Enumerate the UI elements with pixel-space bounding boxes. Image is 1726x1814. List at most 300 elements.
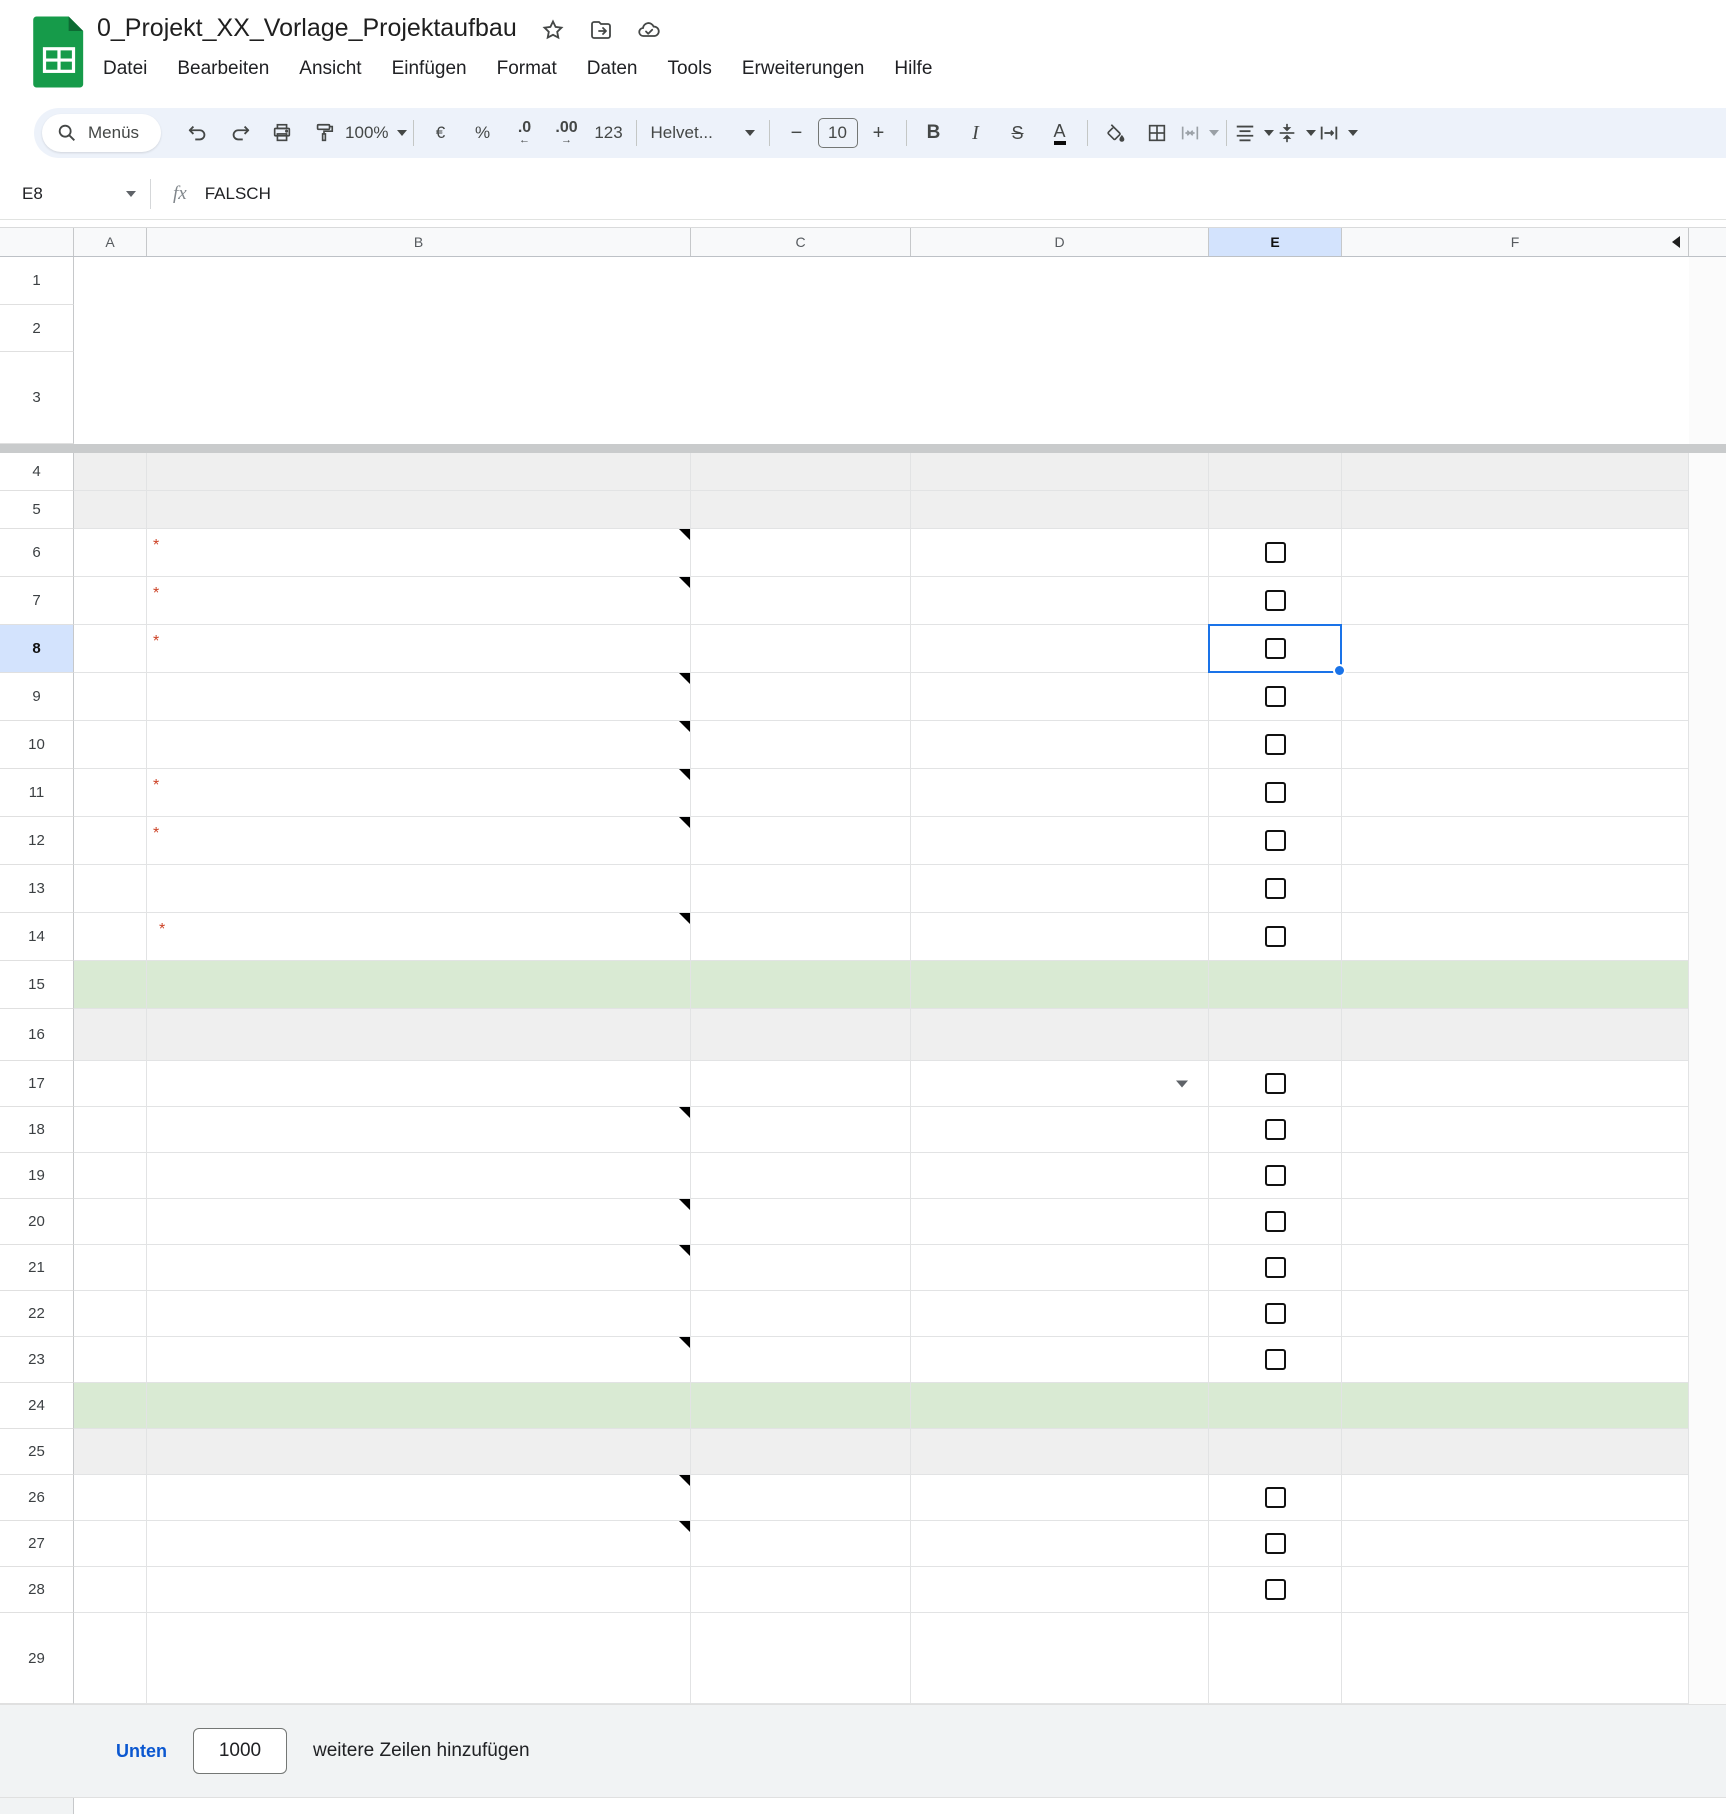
row-header-1[interactable]: 1 (0, 257, 74, 305)
row-27 (0, 1521, 1726, 1567)
cell-F13[interactable] (1342, 865, 1689, 913)
cell-E29[interactable] (1209, 1613, 1342, 1704)
cell-B15[interactable] (147, 961, 691, 1009)
row-header-9[interactable]: 9 (0, 673, 74, 721)
cell-F12[interactable] (1342, 817, 1689, 865)
row-header-17[interactable]: 17 (0, 1061, 74, 1107)
cell-D4[interactable] (911, 453, 1209, 491)
cell-E20[interactable] (1209, 1199, 1342, 1245)
row-header-21[interactable]: 21 (0, 1245, 74, 1291)
increase-font-size-button[interactable]: + (872, 121, 885, 144)
cell-B18[interactable] (147, 1107, 691, 1153)
cell-F25[interactable] (1342, 1429, 1689, 1475)
column-header-E[interactable]: E (1209, 228, 1342, 256)
cell-D25[interactable] (911, 1429, 1209, 1475)
font-selector[interactable]: Helvet... (643, 114, 763, 152)
cell-D12[interactable] (911, 817, 1209, 865)
grid-filler (1689, 257, 1726, 305)
required-star: * (153, 632, 160, 650)
cell-B17[interactable] (147, 1061, 691, 1107)
row-header-24[interactable]: 24 (0, 1383, 74, 1429)
checkbox-E8[interactable] (1265, 638, 1286, 659)
menu-datei[interactable]: Datei (103, 58, 148, 79)
checkbox-E23[interactable] (1265, 1349, 1286, 1370)
row-header-25[interactable]: 25 (0, 1429, 74, 1475)
select-all-corner[interactable] (0, 228, 74, 256)
cell-B28[interactable] (147, 1567, 691, 1613)
menu-hilfe[interactable]: Hilfe (894, 58, 933, 79)
cell-F7[interactable] (1342, 577, 1689, 625)
cell-D27[interactable] (911, 1521, 1209, 1567)
cell-F1[interactable] (1342, 257, 1689, 305)
cell-C7[interactable] (691, 577, 911, 625)
cell-A17[interactable] (74, 1061, 147, 1107)
cell-A13[interactable] (74, 865, 147, 913)
cell-F14[interactable] (1342, 913, 1689, 961)
cell-B5[interactable] (147, 491, 691, 529)
row-header-19[interactable]: 19 (0, 1153, 74, 1199)
cell-B6[interactable] (147, 529, 691, 577)
cell-E12[interactable] (1209, 817, 1342, 865)
cell-F24[interactable] (1342, 1383, 1689, 1429)
row-header-18[interactable]: 18 (0, 1107, 74, 1153)
cell-F6[interactable] (1342, 529, 1689, 577)
cell-F4[interactable] (1342, 453, 1689, 491)
cell-C28[interactable] (691, 1567, 911, 1613)
cell-C11[interactable] (691, 769, 911, 817)
cell-B21[interactable] (147, 1245, 691, 1291)
row-13 (0, 865, 1726, 913)
fill-color-icon[interactable] (1094, 114, 1136, 152)
cell-D2[interactable] (911, 305, 1209, 352)
cell-F11[interactable] (1342, 769, 1689, 817)
cell-C18[interactable] (691, 1107, 911, 1153)
cell-D9[interactable] (911, 673, 1209, 721)
checkbox-E26[interactable] (1265, 1487, 1286, 1508)
row-header-22[interactable]: 22 (0, 1291, 74, 1337)
undo-button[interactable] (177, 114, 219, 152)
cell-C25[interactable] (691, 1429, 911, 1475)
cell-E18[interactable] (1209, 1107, 1342, 1153)
percent-format-button[interactable]: % (474, 123, 491, 142)
checkbox-E22[interactable] (1265, 1303, 1286, 1324)
bottom-strip (0, 1797, 1726, 1814)
required-star: * (153, 536, 160, 554)
cell-C19[interactable] (691, 1153, 911, 1199)
row-header-2[interactable]: 2 (0, 305, 74, 352)
cell-C12[interactable] (691, 817, 911, 865)
row-header-26[interactable]: 26 (0, 1475, 74, 1521)
menu-bearbeiten[interactable]: Bearbeiten (177, 58, 270, 79)
cell-E9[interactable] (1209, 673, 1342, 721)
borders-icon[interactable] (1136, 114, 1178, 152)
cell-B1[interactable] (147, 257, 691, 305)
row-header-11[interactable]: 11 (0, 769, 74, 817)
cell-A7[interactable] (74, 577, 147, 625)
cell-B10[interactable] (147, 721, 691, 769)
cell-D8[interactable] (911, 625, 1209, 673)
cell-D10[interactable] (911, 721, 1209, 769)
grid-filler (1689, 817, 1726, 865)
cell-D26[interactable] (911, 1475, 1209, 1521)
checkbox-E14[interactable] (1265, 926, 1286, 947)
decrease-decimal-button[interactable]: .0 ← (517, 119, 532, 146)
checkbox-E27[interactable] (1265, 1533, 1286, 1554)
row-header-3[interactable]: 3 (0, 352, 74, 444)
cell-C24[interactable] (691, 1383, 911, 1429)
cell-E11[interactable] (1209, 769, 1342, 817)
cloud-status-icon[interactable] (637, 17, 661, 41)
paint-format-icon[interactable] (303, 114, 345, 152)
cell-B13[interactable] (147, 865, 691, 913)
cell-F29[interactable] (1342, 1613, 1689, 1704)
cell-A11[interactable] (74, 769, 147, 817)
row-header-4[interactable]: 4 (0, 453, 74, 491)
checkbox-E11[interactable] (1265, 782, 1286, 803)
column-header-D[interactable]: D (911, 228, 1209, 256)
cell-D7[interactable] (911, 577, 1209, 625)
cell-E7[interactable] (1209, 577, 1342, 625)
row-6 (0, 529, 1726, 577)
cell-E14[interactable] (1209, 913, 1342, 961)
cell-B26[interactable] (147, 1475, 691, 1521)
cell-C20[interactable] (691, 1199, 911, 1245)
cell-F23[interactable] (1342, 1337, 1689, 1383)
menu-format[interactable]: Format (496, 58, 557, 79)
frozen-rows-divider[interactable] (0, 444, 1726, 453)
row-header-15[interactable]: 15 (0, 961, 74, 1009)
italic-button[interactable]: I (972, 121, 979, 144)
cell-A20[interactable] (74, 1199, 147, 1245)
row-header-29[interactable]: 29 (0, 1613, 74, 1704)
cell-A22[interactable] (74, 1291, 147, 1337)
horizontal-align-icon[interactable] (1233, 114, 1275, 152)
cell-C4[interactable] (691, 453, 911, 491)
cell-E10[interactable] (1209, 721, 1342, 769)
increase-decimal-button[interactable]: .00 → (555, 119, 578, 146)
row-7 (0, 577, 1726, 625)
note-triangle-icon (679, 1521, 690, 1532)
column-header-A[interactable]: A (74, 228, 147, 256)
cell-E15[interactable] (1209, 961, 1342, 1009)
menu-erweiterungen[interactable]: Erweiterungen (741, 58, 865, 79)
cell-B23[interactable] (147, 1337, 691, 1383)
cell-E4[interactable] (1209, 453, 1342, 491)
cell-D18[interactable] (911, 1107, 1209, 1153)
cell-B27[interactable] (147, 1521, 691, 1567)
cell-A16[interactable] (74, 1009, 147, 1061)
row-header-13[interactable]: 13 (0, 865, 74, 913)
cell-B4[interactable] (147, 453, 691, 491)
cell-B24[interactable] (147, 1383, 691, 1429)
row-header-10[interactable]: 10 (0, 721, 74, 769)
cell-E17[interactable] (1209, 1061, 1342, 1107)
cell-D23[interactable] (911, 1337, 1209, 1383)
cell-E16[interactable] (1209, 1009, 1342, 1061)
cell-C21[interactable] (691, 1245, 911, 1291)
required-star: * (153, 584, 160, 602)
cell-C15[interactable] (691, 961, 911, 1009)
row-header-8[interactable]: 8 (0, 625, 74, 673)
cell-C16[interactable] (691, 1009, 911, 1061)
search-icon (56, 122, 78, 144)
vertical-align-icon[interactable] (1275, 114, 1317, 152)
checkbox-E13[interactable] (1265, 878, 1286, 899)
grid-filler (1689, 1291, 1726, 1337)
checkbox-E7[interactable] (1265, 590, 1286, 611)
cell-D16[interactable] (911, 1009, 1209, 1061)
checkbox-E21[interactable] (1265, 1257, 1286, 1278)
cell-C6[interactable] (691, 529, 911, 577)
cell-F22[interactable] (1342, 1291, 1689, 1337)
number-format-button[interactable]: 123 (594, 123, 623, 142)
row-header-28[interactable]: 28 (0, 1567, 74, 1613)
cell-A25[interactable] (74, 1429, 147, 1475)
cell-B12[interactable] (147, 817, 691, 865)
document-title[interactable]: 0_Projekt_XX_Vorlage_Projektaufbau (97, 14, 517, 42)
cell-D6[interactable] (911, 529, 1209, 577)
cell-B8[interactable] (147, 625, 691, 673)
cell-D11[interactable] (911, 769, 1209, 817)
cell-C3[interactable] (691, 352, 911, 444)
cell-E2[interactable] (1209, 305, 1342, 352)
cell-C5[interactable] (691, 491, 911, 529)
cell-D13[interactable] (911, 865, 1209, 913)
cell-A24[interactable] (74, 1383, 147, 1429)
cell-E27[interactable] (1209, 1521, 1342, 1567)
row-header-12[interactable]: 12 (0, 817, 74, 865)
zoom-dropdown[interactable]: 100% (345, 114, 406, 152)
checkbox-E20[interactable] (1265, 1211, 1286, 1232)
grid-filler (1689, 1521, 1726, 1567)
cell-D1[interactable] (911, 257, 1209, 305)
cell-F8[interactable] (1342, 625, 1689, 673)
checkbox-E19[interactable] (1265, 1165, 1286, 1186)
cell-F19[interactable] (1342, 1153, 1689, 1199)
row-header-20[interactable]: 20 (0, 1199, 74, 1245)
cell-B14[interactable] (147, 913, 691, 961)
menu-tools[interactable]: Tools (667, 58, 712, 79)
decrease-font-size-button[interactable]: − (790, 121, 803, 144)
cell-D15[interactable] (911, 961, 1209, 1009)
cell-D19[interactable] (911, 1153, 1209, 1199)
cell-F18[interactable] (1342, 1107, 1689, 1153)
column-header-F[interactable]: F (1342, 228, 1689, 256)
cell-C27[interactable] (691, 1521, 911, 1567)
cell-A29[interactable] (74, 1613, 147, 1704)
add-rows-bottom-button[interactable]: Unten (116, 1740, 167, 1761)
cell-E23[interactable] (1209, 1337, 1342, 1383)
cell-E24[interactable] (1209, 1383, 1342, 1429)
cell-F9[interactable] (1342, 673, 1689, 721)
cell-F10[interactable] (1342, 721, 1689, 769)
cell-D24[interactable] (911, 1383, 1209, 1429)
cell-C9[interactable] (691, 673, 911, 721)
move-folder-icon[interactable] (589, 17, 613, 41)
cell-E26[interactable] (1209, 1475, 1342, 1521)
row-header-5[interactable]: 5 (0, 491, 74, 529)
cell-D14[interactable] (911, 913, 1209, 961)
cell-A27[interactable] (74, 1521, 147, 1567)
row-header-27[interactable]: 27 (0, 1521, 74, 1567)
cell-B29[interactable] (147, 1613, 691, 1704)
cell-B20[interactable] (147, 1199, 691, 1245)
formula-input[interactable]: FALSCH (204, 183, 271, 203)
cell-D28[interactable] (911, 1567, 1209, 1613)
cell-C23[interactable] (691, 1337, 911, 1383)
cell-F3[interactable] (1342, 352, 1689, 444)
cell-E22[interactable] (1209, 1291, 1342, 1337)
cell-E6[interactable] (1209, 529, 1342, 577)
cell-B2[interactable] (147, 305, 691, 352)
cell-C8[interactable] (691, 625, 911, 673)
cell-F16[interactable] (1342, 1009, 1689, 1061)
cell-B3[interactable] (147, 352, 691, 444)
sheets-logo-icon[interactable] (30, 12, 88, 92)
checkbox-E18[interactable] (1265, 1119, 1286, 1140)
cell-B16[interactable] (147, 1009, 691, 1061)
cell-D20[interactable] (911, 1199, 1209, 1245)
cell-C22[interactable] (691, 1291, 911, 1337)
cell-E13[interactable] (1209, 865, 1342, 913)
row-28 (0, 1567, 1726, 1613)
cell-A8[interactable] (74, 625, 147, 673)
star-icon[interactable] (541, 17, 565, 41)
cell-F21[interactable] (1342, 1245, 1689, 1291)
row-header-23[interactable]: 23 (0, 1337, 74, 1383)
cell-F17[interactable] (1342, 1061, 1689, 1107)
cell-F15[interactable] (1342, 961, 1689, 1009)
cell-F28[interactable] (1342, 1567, 1689, 1613)
cell-B7[interactable] (147, 577, 691, 625)
cell-C1[interactable] (691, 257, 911, 305)
cell-E19[interactable] (1209, 1153, 1342, 1199)
cell-D17[interactable] (911, 1061, 1209, 1107)
bold-button[interactable]: B (926, 122, 941, 143)
redo-button[interactable] (219, 114, 261, 152)
cell-A9[interactable] (74, 673, 147, 721)
strikethrough-button[interactable]: S (1011, 122, 1024, 143)
checkbox-E10[interactable] (1265, 734, 1286, 755)
cell-A3[interactable] (74, 352, 147, 444)
column-header-C[interactable]: C (691, 228, 911, 256)
cell-D5[interactable] (911, 491, 1209, 529)
print-icon[interactable] (261, 114, 303, 152)
cell-E8[interactable] (1209, 625, 1342, 673)
cell-A1[interactable] (74, 257, 147, 305)
cell-B19[interactable] (147, 1153, 691, 1199)
cell-A28[interactable] (74, 1567, 147, 1613)
row-15 (0, 961, 1726, 1009)
cell-E1[interactable] (1209, 257, 1342, 305)
row-16 (0, 1009, 1726, 1061)
cell-E25[interactable] (1209, 1429, 1342, 1475)
cell-B22[interactable] (147, 1291, 691, 1337)
cell-A14[interactable] (74, 913, 147, 961)
menu-daten[interactable]: Daten (586, 58, 638, 79)
column-header-row (0, 227, 1726, 257)
cell-D22[interactable] (911, 1291, 1209, 1337)
cell-F2[interactable] (1342, 305, 1689, 352)
cell-A15[interactable] (74, 961, 147, 1009)
cell-C13[interactable] (691, 865, 911, 913)
cell-dropdown-icon[interactable] (1176, 1080, 1188, 1087)
cell-C14[interactable] (691, 913, 911, 961)
currency-format-button[interactable]: € (435, 123, 446, 142)
cell-A21[interactable] (74, 1245, 147, 1291)
merge-cells-icon[interactable] (1178, 114, 1220, 152)
cell-B25[interactable] (147, 1429, 691, 1475)
fx-icon: fx (173, 182, 187, 204)
cell-A4[interactable] (74, 453, 147, 491)
menu-ansicht[interactable]: Ansicht (299, 58, 362, 79)
cell-A5[interactable] (74, 491, 147, 529)
cell-D3[interactable] (911, 352, 1209, 444)
row-header-6[interactable]: 6 (0, 529, 74, 577)
cell-A12[interactable] (74, 817, 147, 865)
cell-D29[interactable] (911, 1613, 1209, 1704)
grid-filler (1689, 352, 1726, 444)
cell-E21[interactable] (1209, 1245, 1342, 1291)
cell-E3[interactable] (1209, 352, 1342, 444)
cell-A23[interactable] (74, 1337, 147, 1383)
row-header-16[interactable]: 16 (0, 1009, 74, 1061)
rows-count-input[interactable]: 1000 (193, 1728, 287, 1774)
font-size-input[interactable]: 10 (818, 118, 858, 148)
cell-A18[interactable] (74, 1107, 147, 1153)
menu-einfügen[interactable]: Einfügen (391, 58, 467, 79)
grid-filler (1689, 1613, 1726, 1704)
cell-C10[interactable] (691, 721, 911, 769)
cell-A19[interactable] (74, 1153, 147, 1199)
cell-C26[interactable] (691, 1475, 911, 1521)
grid-filler (1689, 453, 1726, 491)
cell-A26[interactable] (74, 1475, 147, 1521)
cell-C29[interactable] (691, 1613, 911, 1704)
cell-F5[interactable] (1342, 491, 1689, 529)
checkbox-E9[interactable] (1265, 686, 1286, 707)
cell-A2[interactable] (74, 305, 147, 352)
cell-D21[interactable] (911, 1245, 1209, 1291)
cell-F27[interactable] (1342, 1521, 1689, 1567)
cell-A6[interactable] (74, 529, 147, 577)
name-box[interactable] (0, 184, 150, 204)
row-header-7[interactable]: 7 (0, 577, 74, 625)
cell-B11[interactable] (147, 769, 691, 817)
cell-B9[interactable] (147, 673, 691, 721)
name-box-dropdown-icon[interactable] (126, 191, 136, 197)
menu-bar (95, 54, 940, 84)
text-wrap-icon[interactable] (1317, 114, 1359, 152)
menus-search-button[interactable] (42, 114, 161, 152)
cell-F26[interactable] (1342, 1475, 1689, 1521)
checkbox-E12[interactable] (1265, 830, 1286, 851)
grid-filler (1689, 1153, 1726, 1199)
checkbox-E17[interactable] (1265, 1073, 1286, 1094)
cell-F20[interactable] (1342, 1199, 1689, 1245)
row-header-14[interactable]: 14 (0, 913, 74, 961)
text-color-button[interactable]: A (1039, 114, 1081, 152)
cell-E28[interactable] (1209, 1567, 1342, 1613)
cell-C2[interactable] (691, 305, 911, 352)
hidden-columns-indicator-icon[interactable] (1672, 236, 1680, 248)
checkbox-E6[interactable] (1265, 542, 1286, 563)
checkbox-E28[interactable] (1265, 1579, 1286, 1600)
cell-C17[interactable] (691, 1061, 911, 1107)
cell-E5[interactable] (1209, 491, 1342, 529)
cell-A10[interactable] (74, 721, 147, 769)
column-header-B[interactable]: B (147, 228, 691, 256)
